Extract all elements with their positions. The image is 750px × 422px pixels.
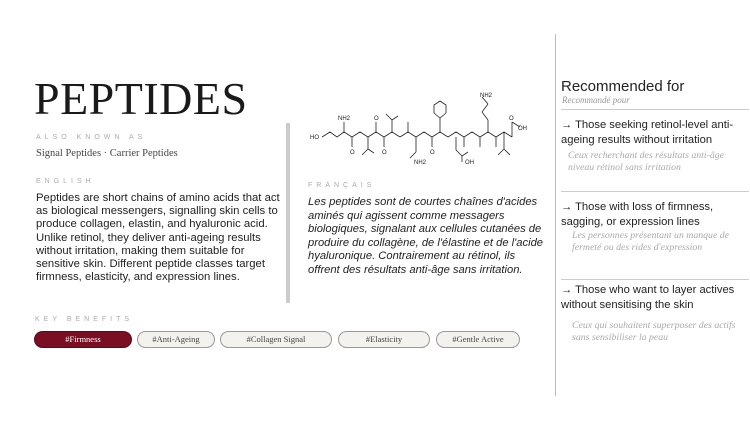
aka-label: ALSO KNOWN AS (36, 134, 147, 141)
tag-collagen-signal[interactable]: #Collagen Signal (220, 331, 332, 348)
divider (561, 109, 749, 110)
divider-bar (286, 123, 290, 303)
column-divider (555, 34, 556, 396)
divider (561, 279, 749, 280)
mol-label: NH2 (480, 93, 493, 99)
recommended-item-en: → Those seeking retinol-level anti-ageing results without irritation (561, 119, 734, 146)
tag-anti-ageing[interactable]: #Anti-Ageing (137, 331, 215, 348)
mol-label: O (382, 150, 387, 156)
page-title: PEPTIDES (34, 73, 248, 124)
recommended-title: Recommended for (561, 78, 685, 95)
english-label: ENGLISH (36, 178, 95, 185)
recommended-item-en: → Those who want to layer actives without sensitising the skin (561, 284, 735, 311)
recommended-item-fr: Ceux recherchant des résultats anti-âge niveau rétinol sans irritation (568, 150, 724, 173)
tag-elasticity[interactable]: #Elasticity (338, 331, 430, 348)
english-description: Peptides are short chains of amino acids that act as biological messengers, signalling skin cells to produce collagen, elastin, and hyaluronic acid. Unlike retinol, they deliver anti-ageing results without irritation, making them suitable for sensitive skin. Different peptide classes target firmness, elasticity, and expression lines. (36, 192, 280, 284)
mol-label: HO (310, 135, 319, 141)
key-benefits-label: KEY BENEFITS (35, 316, 134, 323)
recommended-item-fr: Ceux qui souhaitent superposer des actifs sans sensibiliser la peau (572, 320, 736, 343)
mol-label: OH (518, 126, 527, 132)
mol-label: NH2 (414, 160, 427, 166)
french-description: Les peptides sont de courtes chaînes d'acides aminés qui agissent comme messagers biologiques, signalant aux cellules cutanées de produire du collagène, de l'élastine et de l'acide hyaluronique. Contrairement au rétinol, ils offrent des résultats anti-âge sans irritation. (308, 196, 544, 276)
mol-label: O (374, 116, 379, 122)
mol-label: O (350, 150, 355, 156)
mol-label: O (509, 116, 514, 122)
divider (561, 191, 749, 192)
mol-label: OH (465, 160, 474, 166)
french-label: FRANÇAIS (308, 182, 376, 189)
tag-gentle-active[interactable]: #Gentle Active (436, 331, 520, 348)
mol-label: O (430, 150, 435, 156)
recommended-item-en: → Those with loss of firmness, sagging, or expression lines (561, 201, 714, 228)
peptide-structure-image (310, 92, 535, 167)
tag-firmness[interactable]: #Firmness (34, 331, 132, 348)
aka-value: Signal Peptides · Carrier Peptides (36, 148, 178, 159)
mol-label: NH2 (338, 116, 351, 122)
recommended-subtitle: Recommandé pour (562, 95, 630, 105)
recommended-item-fr: Les personnes présentant un manque de fermeté ou des rides d'expression (572, 230, 730, 253)
